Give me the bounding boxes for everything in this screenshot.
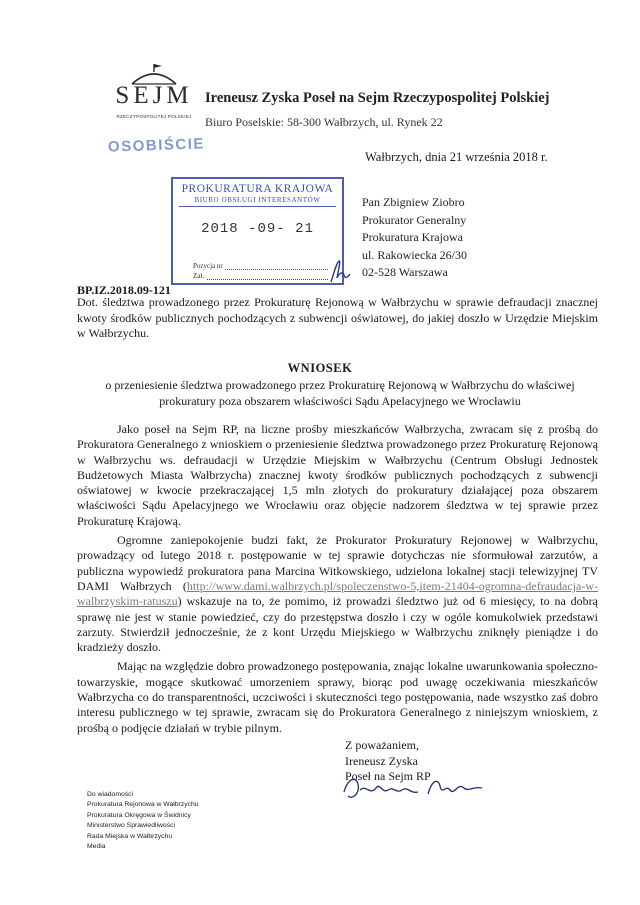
body-paragraph bbox=[77, 533, 598, 655]
body-paragraph: Mając na względzie dobro prowadzonego postępowania, znając lokalne uwarunkowania społeczno-towarzyskie, mogące skutkować umorzeniem sprawy, biorąc pod uwagę oczekiwania mieszkańców Wałbrzycha co do transparentności, uczciwości i skuteczności tego postępowania, nade wszystko zaś dobro interesu publicznego w tej sprawie, zwracam się do Prokuratora Generalnego z niniejszym wnioskiem, z prośbą o podjęcie działań w trybie pilnym. bbox=[77, 659, 598, 735]
registry-stamp bbox=[171, 177, 344, 285]
reference-number: BP.IZ.2018.09-121 bbox=[77, 283, 171, 297]
place-date: Wałbrzych, dnia 21 września 2018 r. bbox=[365, 150, 548, 164]
addressee-line: Pan Zbigniew Ziobro bbox=[362, 195, 465, 209]
logo-subtitle: RZECZYPOSPOLITEJ POLSKIEJ bbox=[116, 114, 192, 119]
stamp-field-attachment: Zał. bbox=[193, 272, 205, 280]
cc-item: Prokuratura Rejonowa w Wałbrzychu bbox=[87, 801, 199, 809]
stamp-dotted-line bbox=[225, 269, 328, 270]
sejm-logo bbox=[110, 62, 198, 134]
closing-line: Poseł na Sejm RP bbox=[345, 769, 431, 783]
handwritten-signature bbox=[338, 770, 488, 806]
addressee-line: Prokuratura Krajowa bbox=[362, 230, 463, 244]
cc-item: Ministerstwo Sprawiedliwości bbox=[87, 822, 176, 830]
stamp-department: BIURO OBSŁUGI INTERESANTÓW bbox=[194, 196, 321, 204]
cc-item: Rada Miejska w Wałbrzychu bbox=[87, 832, 173, 840]
body-text: Ogromne zaniepokojenie budzi fakt, że Prokurator Prokuratury Rejonowej w Wałbrzychu, prowadzący od lutego 2018 r. postępowanie w tej sprawie dotychczas nie sformułował zarzutów, a publiczna wypowiedź prokuratora pana Marcina Witkowskiego, udzielona lokalnej stacji telewizyjnej TV DAMI Wałbrzych ( bbox=[77, 533, 598, 593]
cc-item: Prokuratura Okręgowa w Świdnicy bbox=[87, 811, 191, 819]
stamp-institution: PROKURATURA KRAJOWA bbox=[181, 183, 334, 195]
motion-subtitle: o przeniesienie śledztwa prowadzonego przez Prokuraturę Rejonową w Wałbrzychu do właściwej prokuratury poza obszarem właściwości Sądu Apelacyjnego we Wrocławiu bbox=[105, 378, 575, 408]
logo-wordmark: SEJM bbox=[115, 82, 193, 109]
closing-line: Ireneusz Zyska bbox=[345, 753, 418, 768]
stamp-date: 2018 -09- 21 bbox=[201, 221, 314, 237]
stamp-field-position: Pozycja nr bbox=[193, 262, 223, 270]
body-text: ) wskazuje na to, że pomimo, iż prowadzi śledztwo już od 6 miesięcy, to na dobrą sprawę nie jest w stanie powiedzieć, czy do przestępstwa doszło i czy w ogóle komukolwiek przedstawi zarzuty. Stwierdził jednocześnie, że z kont Urzędu Miejskiego w Wałbrzychu zniknęły pieniądze i do kradzieży doszło. bbox=[77, 594, 598, 655]
cc-list bbox=[87, 790, 199, 852]
addressee-line: ul. Rakowiecka 26/30 bbox=[362, 247, 467, 262]
body-paragraph: Jako poseł na Sejm RP, na liczne prośby mieszkańców Wałbrzycha, zwracam się z prośbą do Prokuratora Generalnego z wnioskiem o przeniesienie śledztwa prowadzonego przez Prokuraturę Rejonową w Wałbrzychu ws. defraudacji w Urzędzie Miejskim w Wałbrzychu (Centrum Obsługi Jednostek Budżetowych Miasta Wałbrzycha) znacznej kwoty środków publicznych pochodzących z subwencji oświatowej w kwocie przekraczającej 1,5 mln złotych do prokuratury działającej poza obszarem właściwości Sądu Apelacyjnego we Wrocławiu oraz objęcie nadzorem śledztwa w tej sprawie przez Prokuraturę Krajową. bbox=[77, 422, 598, 528]
subject-line: Dot. śledztwa prowadzonego przez Prokuraturę Rejonową w Wałbrzychu w sprawie defraudacji znacznej kwoty środków publicznych pochodzących z subwencji oświatowej, do jakiej doszło w Urzędzie Miejskim w Wałbrzychu. bbox=[77, 295, 598, 341]
news-link[interactable]: http://www.dami.walbrzych.pl/spoleczenstwo-5,item-21404-ogromna-defraudacja-w-walbrzyskim-ratuszu bbox=[77, 578, 598, 609]
osobiscie-stamp: OSOBIŚCIE bbox=[107, 135, 206, 156]
letter-body bbox=[77, 422, 598, 740]
addressee-line: Prokurator Generalny bbox=[362, 212, 467, 227]
cc-item: Media bbox=[87, 843, 106, 851]
addressee-block bbox=[362, 194, 467, 282]
addressee-line: 02-528 Warszawa bbox=[362, 265, 448, 279]
sender-address: Biuro Poselskie: 58-300 Wałbrzych, ul. Rynek 22 bbox=[205, 115, 443, 129]
motion-title: WNIOSEK bbox=[287, 361, 353, 375]
handwritten-paraph bbox=[328, 258, 352, 284]
stamp-divider bbox=[179, 206, 336, 207]
closing-line: Z poważaniem, bbox=[345, 738, 419, 752]
cc-heading: Do wiadomości bbox=[87, 791, 134, 798]
stamp-dotted-line bbox=[207, 279, 328, 280]
sender-name: Ireneusz Zyska Poseł na Sejm Rzeczypospolitej Polskiej bbox=[205, 90, 550, 106]
